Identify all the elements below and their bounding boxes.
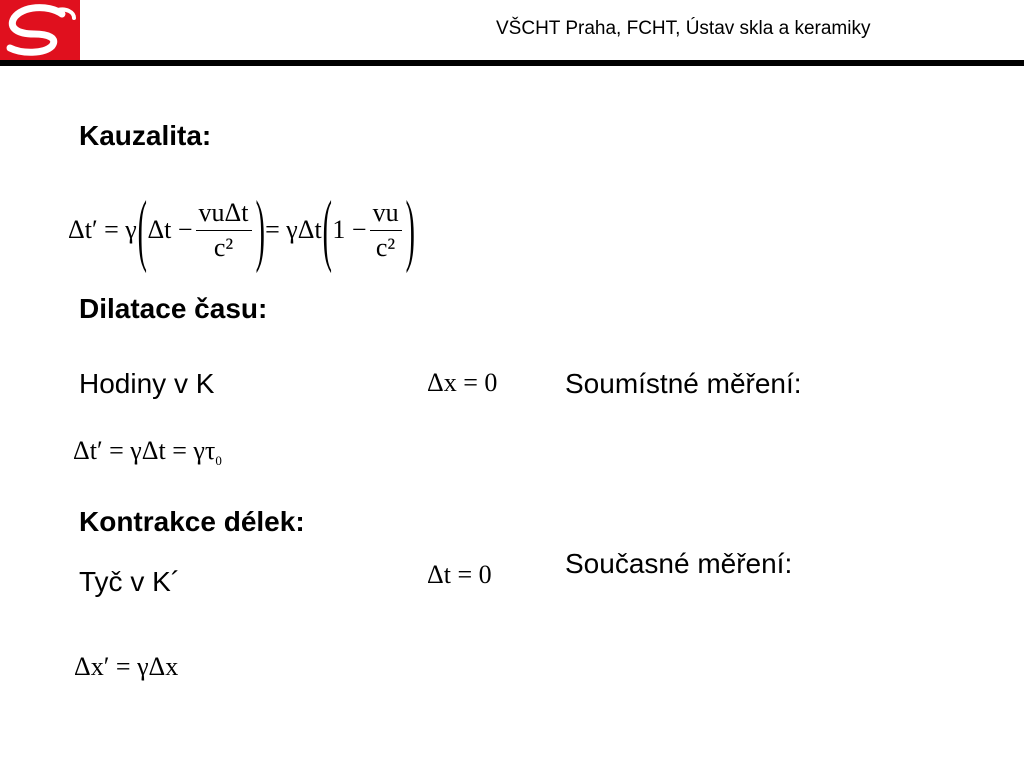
length-contraction-heading: Kontrakce délek: <box>79 506 305 537</box>
dx-zero-equation: Δx = 0 <box>427 368 498 397</box>
dt-zero-equation: Δt = 0 <box>427 560 492 589</box>
institution-name: VŠCHT Praha, FCHT, Ústav skla a keramiky <box>496 18 871 39</box>
fraction-denominator: c² <box>213 232 234 262</box>
length-contraction-equation: Δx′ = γΔx <box>74 652 179 681</box>
right-paren-icon: ) <box>405 186 415 274</box>
causality-term2: 1 − <box>332 215 367 244</box>
fraction-numerator: vu <box>370 196 402 231</box>
causality-lhs: Δt′ = γ <box>68 215 137 244</box>
header-divider <box>0 60 1024 66</box>
time-dilation-equation <box>73 436 222 466</box>
causality-equation <box>68 186 415 274</box>
right-paren-icon: ) <box>255 186 265 274</box>
rod-text: Tyč v K´ <box>79 566 181 597</box>
causality-heading: Kauzalita: <box>79 120 212 151</box>
fraction-numerator: vuΔt <box>196 196 252 231</box>
fraction-denominator: c² <box>375 232 396 262</box>
fraction-vu-over-c2 <box>370 196 402 265</box>
simultaneous-measurement-text: Současné měření: <box>565 548 793 579</box>
clock-text: Hodiny v K <box>79 368 215 399</box>
left-paren-icon: ( <box>322 186 332 274</box>
left-paren-icon: ( <box>137 186 147 274</box>
colocal-measurement-text: Soumístné měření: <box>565 368 802 399</box>
causality-term1: Δt − <box>147 215 193 244</box>
time-dilation-main: Δt′ = γΔt = γτ <box>73 436 216 465</box>
causality-mid: = γΔt <box>265 215 322 244</box>
tau-subscript: 0 <box>215 453 222 468</box>
fraction-vu-dt-over-c2 <box>196 196 252 265</box>
vscht-logo-icon <box>0 0 80 60</box>
slide-header <box>0 0 1024 60</box>
time-dilation-heading: Dilatace času: <box>79 293 268 324</box>
